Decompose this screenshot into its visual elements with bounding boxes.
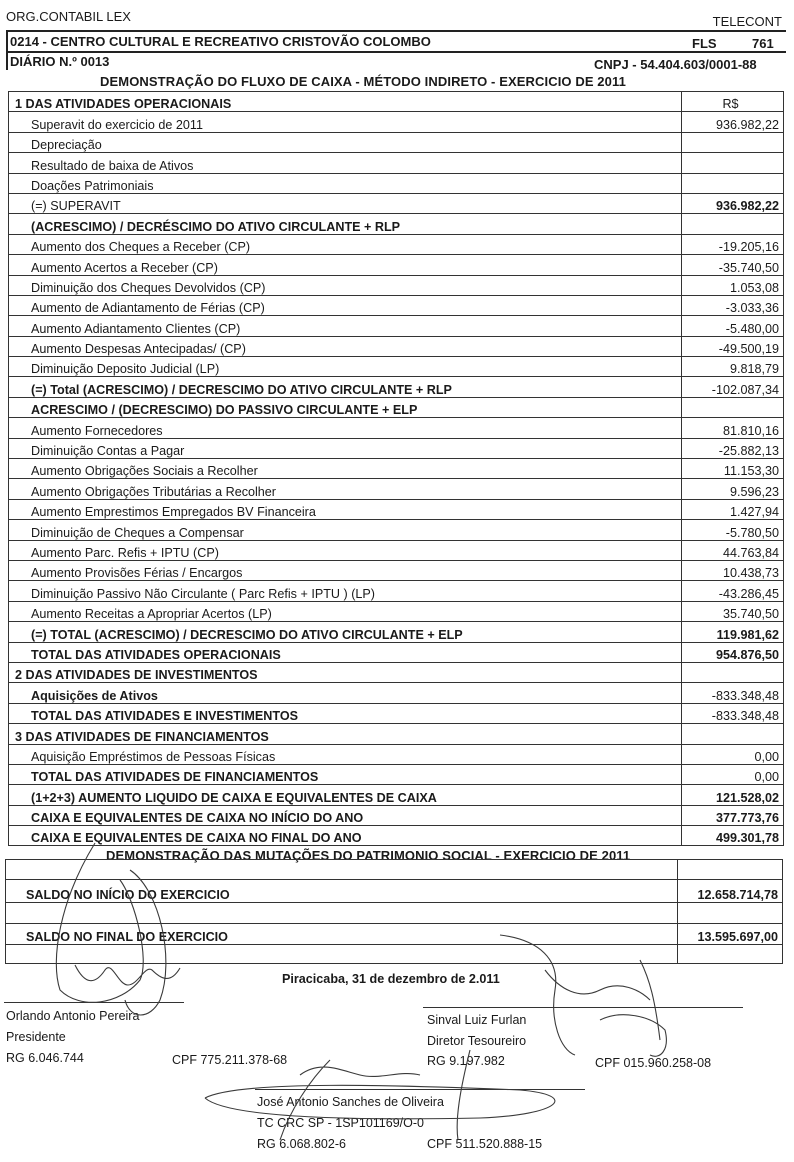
cash-flow-value xyxy=(682,173,784,193)
currency-label: R$ xyxy=(682,92,784,112)
signatory-name: Orlando Antonio Pereira xyxy=(6,1009,140,1023)
cash-flow-row xyxy=(9,438,784,458)
cash-flow-table xyxy=(8,91,784,846)
signatory-role: TC CRC SP - 1SP101169/O-0 xyxy=(257,1116,424,1130)
cash-flow-value: -102.087,34 xyxy=(682,377,784,397)
cash-flow-label: TOTAL DAS ATIVIDADES DE FINANCIAMENTOS xyxy=(9,764,682,784)
cash-flow-label: Diminuição dos Cheques Devolvidos (CP) xyxy=(9,275,682,295)
cash-flow-value: -19.205,16 xyxy=(682,234,784,254)
signatory-cpf: CPF 511.520.888-15 xyxy=(427,1137,543,1151)
cnpj: CNPJ - 54.404.603/0001-88 xyxy=(594,57,757,72)
cash-flow-row xyxy=(9,173,784,193)
cash-flow-label: Resultado de baixa de Ativos xyxy=(9,153,682,173)
cash-flow-value: 11.153,30 xyxy=(682,459,784,479)
cash-flow-label: Diminuição Contas a Pagar xyxy=(9,438,682,458)
cash-flow-row xyxy=(9,255,784,275)
cash-flow-label: (ACRESCIMO) / DECRÉSCIMO DO ATIVO CIRCULANTE + RLP xyxy=(9,214,682,234)
cash-flow-label: CAIXA E EQUIVALENTES DE CAIXA NO FINAL DO ANO xyxy=(9,826,682,846)
cash-flow-value: -5.480,00 xyxy=(682,316,784,336)
cash-flow-value: 9.818,79 xyxy=(682,357,784,377)
equity-spacer-row xyxy=(6,903,783,924)
cash-flow-row xyxy=(9,622,784,642)
signature-line-treasurer xyxy=(423,1007,743,1008)
cash-flow-title: DEMONSTRAÇÃO DO FLUXO DE CAIXA - MÉTODO INDIRETO - EXERCICIO DE 2011 xyxy=(100,74,626,89)
cash-flow-row xyxy=(9,724,784,744)
cash-flow-row xyxy=(9,560,784,580)
cash-flow-label: Diminuição Deposito Judicial (LP) xyxy=(9,357,682,377)
cash-flow-label: Superavit do exercicio de 2011 xyxy=(9,112,682,132)
cash-flow-label: Aumento Parc. Refis + IPTU (CP) xyxy=(9,540,682,560)
cash-flow-value xyxy=(682,724,784,744)
signatory-rg: RG 6.046.744 xyxy=(6,1051,84,1065)
cash-flow-value: 44.763,84 xyxy=(682,540,784,560)
cash-flow-row xyxy=(9,357,784,377)
cash-flow-value: -49.500,19 xyxy=(682,336,784,356)
cash-flow-label: Diminuição de Cheques a Compensar xyxy=(9,520,682,540)
cash-flow-value: -833.348,48 xyxy=(682,683,784,703)
cash-flow-label: (1+2+3) AUMENTO LIQUIDO DE CAIXA E EQUIVALENTES DE CAIXA xyxy=(9,785,682,805)
cash-flow-row xyxy=(9,112,784,132)
cash-flow-row xyxy=(9,764,784,784)
cash-flow-row xyxy=(9,499,784,519)
signature-line-president xyxy=(4,1002,184,1003)
cash-flow-row xyxy=(9,316,784,336)
header-rule-left xyxy=(6,30,8,70)
cash-flow-value: -3.033,36 xyxy=(682,295,784,315)
fls-label: FLS xyxy=(692,36,717,51)
cash-flow-label: CAIXA E EQUIVALENTES DE CAIXA NO INÍCIO DO ANO xyxy=(9,805,682,825)
cash-flow-label: ACRESCIMO / (DECRESCIMO) DO PASSIVO CIRCULANTE + ELP xyxy=(9,397,682,417)
cash-flow-label: Aumento Emprestimos Empregados BV Financeira xyxy=(9,499,682,519)
org-left: ORG.CONTABIL LEX xyxy=(6,9,131,24)
cash-flow-row xyxy=(9,193,784,213)
equity-row xyxy=(6,880,783,903)
cash-flow-value: 0,00 xyxy=(682,744,784,764)
cash-flow-row xyxy=(9,642,784,662)
cash-flow-label: Aumento Obrigações Tributárias a Recolher xyxy=(9,479,682,499)
equity-label: SALDO NO INÍCIO DO EXERCICIO xyxy=(6,880,678,903)
cash-flow-row xyxy=(9,153,784,173)
cash-flow-row xyxy=(9,234,784,254)
cash-flow-value: 1.053,08 xyxy=(682,275,784,295)
cash-flow-value: 954.876,50 xyxy=(682,642,784,662)
cash-flow-value xyxy=(682,153,784,173)
cash-flow-value xyxy=(682,214,784,234)
cash-flow-row xyxy=(9,785,784,805)
cash-flow-label: Aquisição Empréstimos de Pessoas Físicas xyxy=(9,744,682,764)
equity-title: DEMONSTRAÇÃO DAS MUTAÇÕES DO PATRIMONIO SOCIAL - EXERCICIO DE 2011 xyxy=(106,848,631,863)
cash-flow-label: Aumento Fornecedores xyxy=(9,418,682,438)
cash-flow-row xyxy=(9,540,784,560)
equity-label: SALDO NO FINAL DO EXERCICIO xyxy=(6,924,678,945)
cash-flow-label: Aumento Adiantamento Clientes (CP) xyxy=(9,316,682,336)
cash-flow-row xyxy=(9,601,784,621)
cash-flow-row xyxy=(9,214,784,234)
cash-flow-label: Aumento Provisões Férias / Encargos xyxy=(9,560,682,580)
signature-line-accountant xyxy=(255,1089,585,1090)
cash-flow-value xyxy=(682,397,784,417)
place-date: Piracicaba, 31 de dezembro de 2.011 xyxy=(282,972,500,986)
header-rule-top xyxy=(6,30,786,32)
equity-row xyxy=(6,924,783,945)
cash-flow-label: Depreciação xyxy=(9,132,682,152)
cash-flow-label: Aumento dos Cheques a Receber (CP) xyxy=(9,234,682,254)
cash-flow-label: Aumento Obrigações Sociais a Recolher xyxy=(9,459,682,479)
cash-flow-label: Diminuição Passivo Não Circulante ( Parc Refis + IPTU ) (LP) xyxy=(9,581,682,601)
signatory-role: Diretor Tesoureiro xyxy=(427,1034,527,1048)
signatory-cpf: CPF 775.211.378-68 xyxy=(172,1053,288,1067)
cash-flow-label: TOTAL DAS ATIVIDADES E INVESTIMENTOS xyxy=(9,703,682,723)
cash-flow-label: Aumento Despesas Antecipadas/ (CP) xyxy=(9,336,682,356)
signatory-name: José Antonio Sanches de Oliveira xyxy=(257,1095,444,1109)
cash-flow-row xyxy=(9,377,784,397)
cash-flow-row xyxy=(9,92,784,112)
cash-flow-label: (=) SUPERAVIT xyxy=(9,193,682,213)
cash-flow-value: 936.982,22 xyxy=(682,193,784,213)
cash-flow-label: 3 DAS ATIVIDADES DE FINANCIAMENTOS xyxy=(9,724,682,744)
cash-flow-row xyxy=(9,744,784,764)
cash-flow-row xyxy=(9,132,784,152)
signatory-name: Sinval Luiz Furlan xyxy=(427,1013,527,1027)
cash-flow-value: -25.882,13 xyxy=(682,438,784,458)
signatory-rg: RG 6.068.802-6 xyxy=(257,1137,346,1151)
equity-value: 12.658.714,78 xyxy=(678,880,783,903)
cash-flow-value: 936.982,22 xyxy=(682,112,784,132)
header-rule-mid xyxy=(6,51,786,53)
cash-flow-value: 81.810,16 xyxy=(682,418,784,438)
cash-flow-value: 377.773,76 xyxy=(682,805,784,825)
cash-flow-value: -35.740,50 xyxy=(682,255,784,275)
cash-flow-value: -5.780,50 xyxy=(682,520,784,540)
cash-flow-label: Aumento de Adiantamento de Férias (CP) xyxy=(9,295,682,315)
equity-table xyxy=(5,859,783,964)
entity-name: 0214 - CENTRO CULTURAL E RECREATIVO CRISTOVÃO COLOMBO xyxy=(10,34,431,49)
cash-flow-label: TOTAL DAS ATIVIDADES OPERACIONAIS xyxy=(9,642,682,662)
cash-flow-row xyxy=(9,459,784,479)
cash-flow-label: (=) TOTAL (ACRESCIMO) / DECRESCIMO DO ATIVO CIRCULANTE + ELP xyxy=(9,622,682,642)
cash-flow-row xyxy=(9,336,784,356)
cash-flow-row xyxy=(9,826,784,846)
cash-flow-row xyxy=(9,662,784,682)
cash-flow-label: Doações Patrimoniais xyxy=(9,173,682,193)
cash-flow-row xyxy=(9,275,784,295)
cash-flow-label: 2 DAS ATIVIDADES DE INVESTIMENTOS xyxy=(9,662,682,682)
cash-flow-row xyxy=(9,397,784,417)
cash-flow-label: Aquisições de Ativos xyxy=(9,683,682,703)
signatory-cpf: CPF 015.960.258-08 xyxy=(595,1056,712,1070)
cash-flow-row xyxy=(9,295,784,315)
fls-number: 761 xyxy=(752,36,774,51)
diario-number: DIÁRIO N.º 0013 xyxy=(10,54,110,69)
cash-flow-value: 10.438,73 xyxy=(682,560,784,580)
cash-flow-label: (=) Total (ACRESCIMO) / DECRESCIMO DO ATIVO CIRCULANTE + RLP xyxy=(9,377,682,397)
cash-flow-value: 35.740,50 xyxy=(682,601,784,621)
cash-flow-value: 1.427,94 xyxy=(682,499,784,519)
cash-flow-value: -833.348,48 xyxy=(682,703,784,723)
cash-flow-label: Aumento Acertos a Receber (CP) xyxy=(9,255,682,275)
cash-flow-value xyxy=(682,662,784,682)
signatory-role: Presidente xyxy=(6,1030,66,1044)
cash-flow-value: 499.301,78 xyxy=(682,826,784,846)
signatory-rg: RG 9.197.982 xyxy=(427,1054,505,1068)
cash-flow-label: 1 DAS ATIVIDADES OPERACIONAIS xyxy=(9,92,682,112)
cash-flow-value: 9.596,23 xyxy=(682,479,784,499)
cash-flow-value: 119.981,62 xyxy=(682,622,784,642)
equity-spacer-row xyxy=(6,945,783,964)
cash-flow-row xyxy=(9,418,784,438)
org-right: TELECONT xyxy=(712,14,782,29)
cash-flow-row xyxy=(9,581,784,601)
cash-flow-value: -43.286,45 xyxy=(682,581,784,601)
cash-flow-row xyxy=(9,683,784,703)
cash-flow-value: 0,00 xyxy=(682,764,784,784)
equity-spacer-row xyxy=(6,860,783,880)
cash-flow-value: 121.528,02 xyxy=(682,785,784,805)
cash-flow-value xyxy=(682,132,784,152)
equity-value: 13.595.697,00 xyxy=(678,924,783,945)
cash-flow-row xyxy=(9,520,784,540)
cash-flow-row xyxy=(9,479,784,499)
cash-flow-row xyxy=(9,805,784,825)
cash-flow-label: Aumento Receitas a Apropriar Acertos (LP) xyxy=(9,601,682,621)
cash-flow-row xyxy=(9,703,784,723)
